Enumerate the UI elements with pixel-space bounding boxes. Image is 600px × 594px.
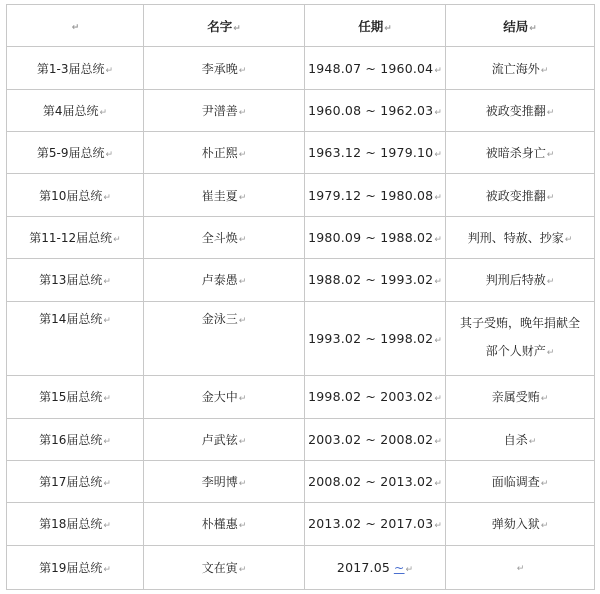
paragraph-mark-icon: ↵ bbox=[384, 23, 392, 34]
paragraph-mark-icon: ↵ bbox=[540, 65, 549, 76]
header-row bbox=[7, 5, 595, 47]
paragraph-mark-icon: ↵ bbox=[434, 277, 442, 288]
table-row bbox=[7, 259, 595, 301]
table-row bbox=[7, 174, 595, 216]
paragraph-mark-icon: ↵ bbox=[238, 479, 247, 490]
paragraph-mark-icon: ↵ bbox=[540, 521, 549, 532]
paragraph-mark-icon: ↵ bbox=[238, 277, 247, 288]
term-number-cell: 第14届总统↵ bbox=[7, 301, 144, 376]
paragraph-mark-icon: ↵ bbox=[434, 521, 442, 532]
table-row bbox=[7, 418, 595, 460]
paragraph-mark-icon: ↵ bbox=[546, 150, 555, 161]
paragraph-mark-icon: ↵ bbox=[238, 436, 247, 447]
name-cell: 卢泰愚↵ bbox=[144, 259, 305, 301]
paragraph-mark-icon: ↵ bbox=[516, 564, 525, 575]
paragraph-mark-icon: ↵ bbox=[546, 348, 555, 359]
paragraph-mark-icon: ↵ bbox=[105, 150, 114, 161]
term-number-cell: 第11-12届总统↵ bbox=[7, 216, 144, 258]
paragraph-mark-icon: ↵ bbox=[238, 394, 247, 405]
paragraph-mark-icon: ↵ bbox=[238, 65, 247, 76]
outcome-cell: 被暗杀身亡↵ bbox=[446, 132, 595, 174]
outcome-cell bbox=[446, 301, 595, 376]
paragraph-mark-icon: ↵ bbox=[103, 564, 111, 575]
header-blank bbox=[7, 5, 144, 47]
outcome-cell: 被政变推翻↵ bbox=[446, 89, 595, 131]
paragraph-mark-icon: ↵ bbox=[434, 192, 442, 203]
paragraph-mark-icon: ↵ bbox=[105, 65, 114, 76]
paragraph-mark-icon: ↵ bbox=[103, 394, 111, 405]
paragraph-mark-icon: ↵ bbox=[238, 234, 247, 245]
paragraph-mark-icon: ↵ bbox=[103, 436, 111, 447]
term-number-cell: 第16届总统↵ bbox=[7, 418, 144, 460]
paragraph-mark-icon: ↵ bbox=[546, 107, 555, 118]
name-cell: 崔圭夏↵ bbox=[144, 174, 305, 216]
term-number-cell: 第18届总统↵ bbox=[7, 503, 144, 545]
paragraph-mark-icon: ↵ bbox=[540, 479, 549, 490]
outcome-cell: 弹劾入狱↵ bbox=[446, 503, 595, 545]
name-cell: 朴槿惠↵ bbox=[144, 503, 305, 545]
paragraph-mark-icon: ↵ bbox=[103, 277, 111, 288]
paragraph-mark-icon: ↵ bbox=[434, 150, 442, 161]
name-cell: 尹潽善↵ bbox=[144, 89, 305, 131]
tenure-cell: 1963.12 ~ 1979.10↵ bbox=[305, 132, 446, 174]
paragraph-mark-icon: ↵ bbox=[434, 479, 442, 490]
paragraph-mark-icon: ↵ bbox=[564, 234, 573, 245]
paragraph-mark-icon: ↵ bbox=[113, 234, 121, 245]
term-number-cell: 第1-3届总统↵ bbox=[7, 47, 144, 89]
tenure-cell: 2013.02 ~ 2017.03↵ bbox=[305, 503, 446, 545]
outcome-line: 部个人财产↵ bbox=[485, 344, 555, 359]
outcome-cell bbox=[446, 545, 595, 589]
paragraph-mark-icon: ↵ bbox=[434, 394, 442, 405]
tenure-cell: 1980.09 ~ 1988.02↵ bbox=[305, 216, 446, 258]
paragraph-mark-icon: ↵ bbox=[99, 107, 108, 118]
tenure-cell: 1993.02 ~ 1998.02↵ bbox=[305, 301, 446, 376]
header-tenure: 任期↵ bbox=[305, 5, 446, 47]
paragraph-mark-icon: ↵ bbox=[71, 23, 80, 34]
outcome-cell: 判刑、特赦、抄家↵ bbox=[446, 216, 595, 258]
tenure-tilde: ~ bbox=[393, 559, 405, 575]
tenure-cell: 2017.05 ~↵ bbox=[305, 545, 446, 589]
paragraph-mark-icon: ↵ bbox=[238, 564, 247, 575]
paragraph-mark-icon: ↵ bbox=[238, 521, 247, 532]
outcome-cell: 自杀↵ bbox=[446, 418, 595, 460]
tenure-cell: 1948.07 ~ 1960.04↵ bbox=[305, 47, 446, 89]
tenure-cell: 2003.02 ~ 2008.02↵ bbox=[305, 418, 446, 460]
paragraph-mark-icon: ↵ bbox=[103, 192, 111, 203]
outcome-cell: 被政变推翻↵ bbox=[446, 174, 595, 216]
paragraph-mark-icon: ↵ bbox=[540, 394, 549, 405]
paragraph-mark-icon: ↵ bbox=[238, 107, 247, 118]
paragraph-mark-icon: ↵ bbox=[103, 315, 111, 326]
table-row bbox=[7, 216, 595, 258]
table-row bbox=[7, 503, 595, 545]
outcome-cell: 亲属受贿↵ bbox=[446, 376, 595, 418]
paragraph-mark-icon: ↵ bbox=[238, 315, 247, 326]
paragraph-mark-icon: ↵ bbox=[434, 65, 442, 76]
outcome-cell: 面临调查↵ bbox=[446, 460, 595, 502]
paragraph-mark-icon: ↵ bbox=[529, 23, 537, 34]
outcome-cell: 判刑后特赦↵ bbox=[446, 259, 595, 301]
paragraph-mark-icon: ↵ bbox=[238, 192, 247, 203]
paragraph-mark-icon: ↵ bbox=[405, 564, 414, 575]
paragraph-mark-icon: ↵ bbox=[103, 479, 111, 490]
term-number-cell: 第13届总统↵ bbox=[7, 259, 144, 301]
outcome-line: 其子受贿，晚年捐献全 bbox=[459, 316, 580, 331]
paragraph-mark-icon: ↵ bbox=[238, 150, 247, 161]
tenure-cell: 1988.02 ~ 1993.02↵ bbox=[305, 259, 446, 301]
term-number-cell: 第17届总统↵ bbox=[7, 460, 144, 502]
table-row bbox=[7, 89, 595, 131]
header-name: 名字↵ bbox=[144, 5, 305, 47]
table-row bbox=[7, 376, 595, 418]
table-row bbox=[7, 460, 595, 502]
paragraph-mark-icon: ↵ bbox=[233, 23, 241, 34]
header-outcome: 结局↵ bbox=[446, 5, 595, 47]
name-cell: 李承晚↵ bbox=[144, 47, 305, 89]
paragraph-mark-icon: ↵ bbox=[434, 107, 442, 118]
table-row bbox=[7, 545, 595, 589]
term-number-cell: 第4届总统↵ bbox=[7, 89, 144, 131]
name-cell: 金泳三↵ bbox=[144, 301, 305, 376]
table-row bbox=[7, 47, 595, 89]
name-cell: 卢武铉↵ bbox=[144, 418, 305, 460]
tenure-cell: 1998.02 ~ 2003.02↵ bbox=[305, 376, 446, 418]
term-number-cell: 第15届总统↵ bbox=[7, 376, 144, 418]
paragraph-mark-icon: ↵ bbox=[546, 192, 555, 203]
paragraph-mark-icon: ↵ bbox=[103, 521, 111, 532]
name-cell: 朴正熙↵ bbox=[144, 132, 305, 174]
name-cell: 李明博↵ bbox=[144, 460, 305, 502]
term-number-cell: 第19届总统↵ bbox=[7, 545, 144, 589]
paragraph-mark-icon: ↵ bbox=[434, 335, 442, 346]
table-row bbox=[7, 301, 595, 376]
name-cell: 全斗焕↵ bbox=[144, 216, 305, 258]
term-number-cell: 第10届总统↵ bbox=[7, 174, 144, 216]
tenure-cell: 1960.08 ~ 1962.03↵ bbox=[305, 89, 446, 131]
paragraph-mark-icon: ↵ bbox=[434, 436, 442, 447]
paragraph-mark-icon: ↵ bbox=[528, 436, 537, 447]
name-cell: 文在寅↵ bbox=[144, 545, 305, 589]
presidents-table bbox=[6, 4, 595, 590]
paragraph-mark-icon: ↵ bbox=[546, 277, 555, 288]
outcome-cell: 流亡海外↵ bbox=[446, 47, 595, 89]
table-row bbox=[7, 132, 595, 174]
paragraph-mark-icon: ↵ bbox=[434, 234, 442, 245]
name-cell: 金大中↵ bbox=[144, 376, 305, 418]
tenure-cell: 2008.02 ~ 2013.02↵ bbox=[305, 460, 446, 502]
tenure-cell: 1979.12 ~ 1980.08↵ bbox=[305, 174, 446, 216]
term-number-cell: 第5-9届总统↵ bbox=[7, 132, 144, 174]
